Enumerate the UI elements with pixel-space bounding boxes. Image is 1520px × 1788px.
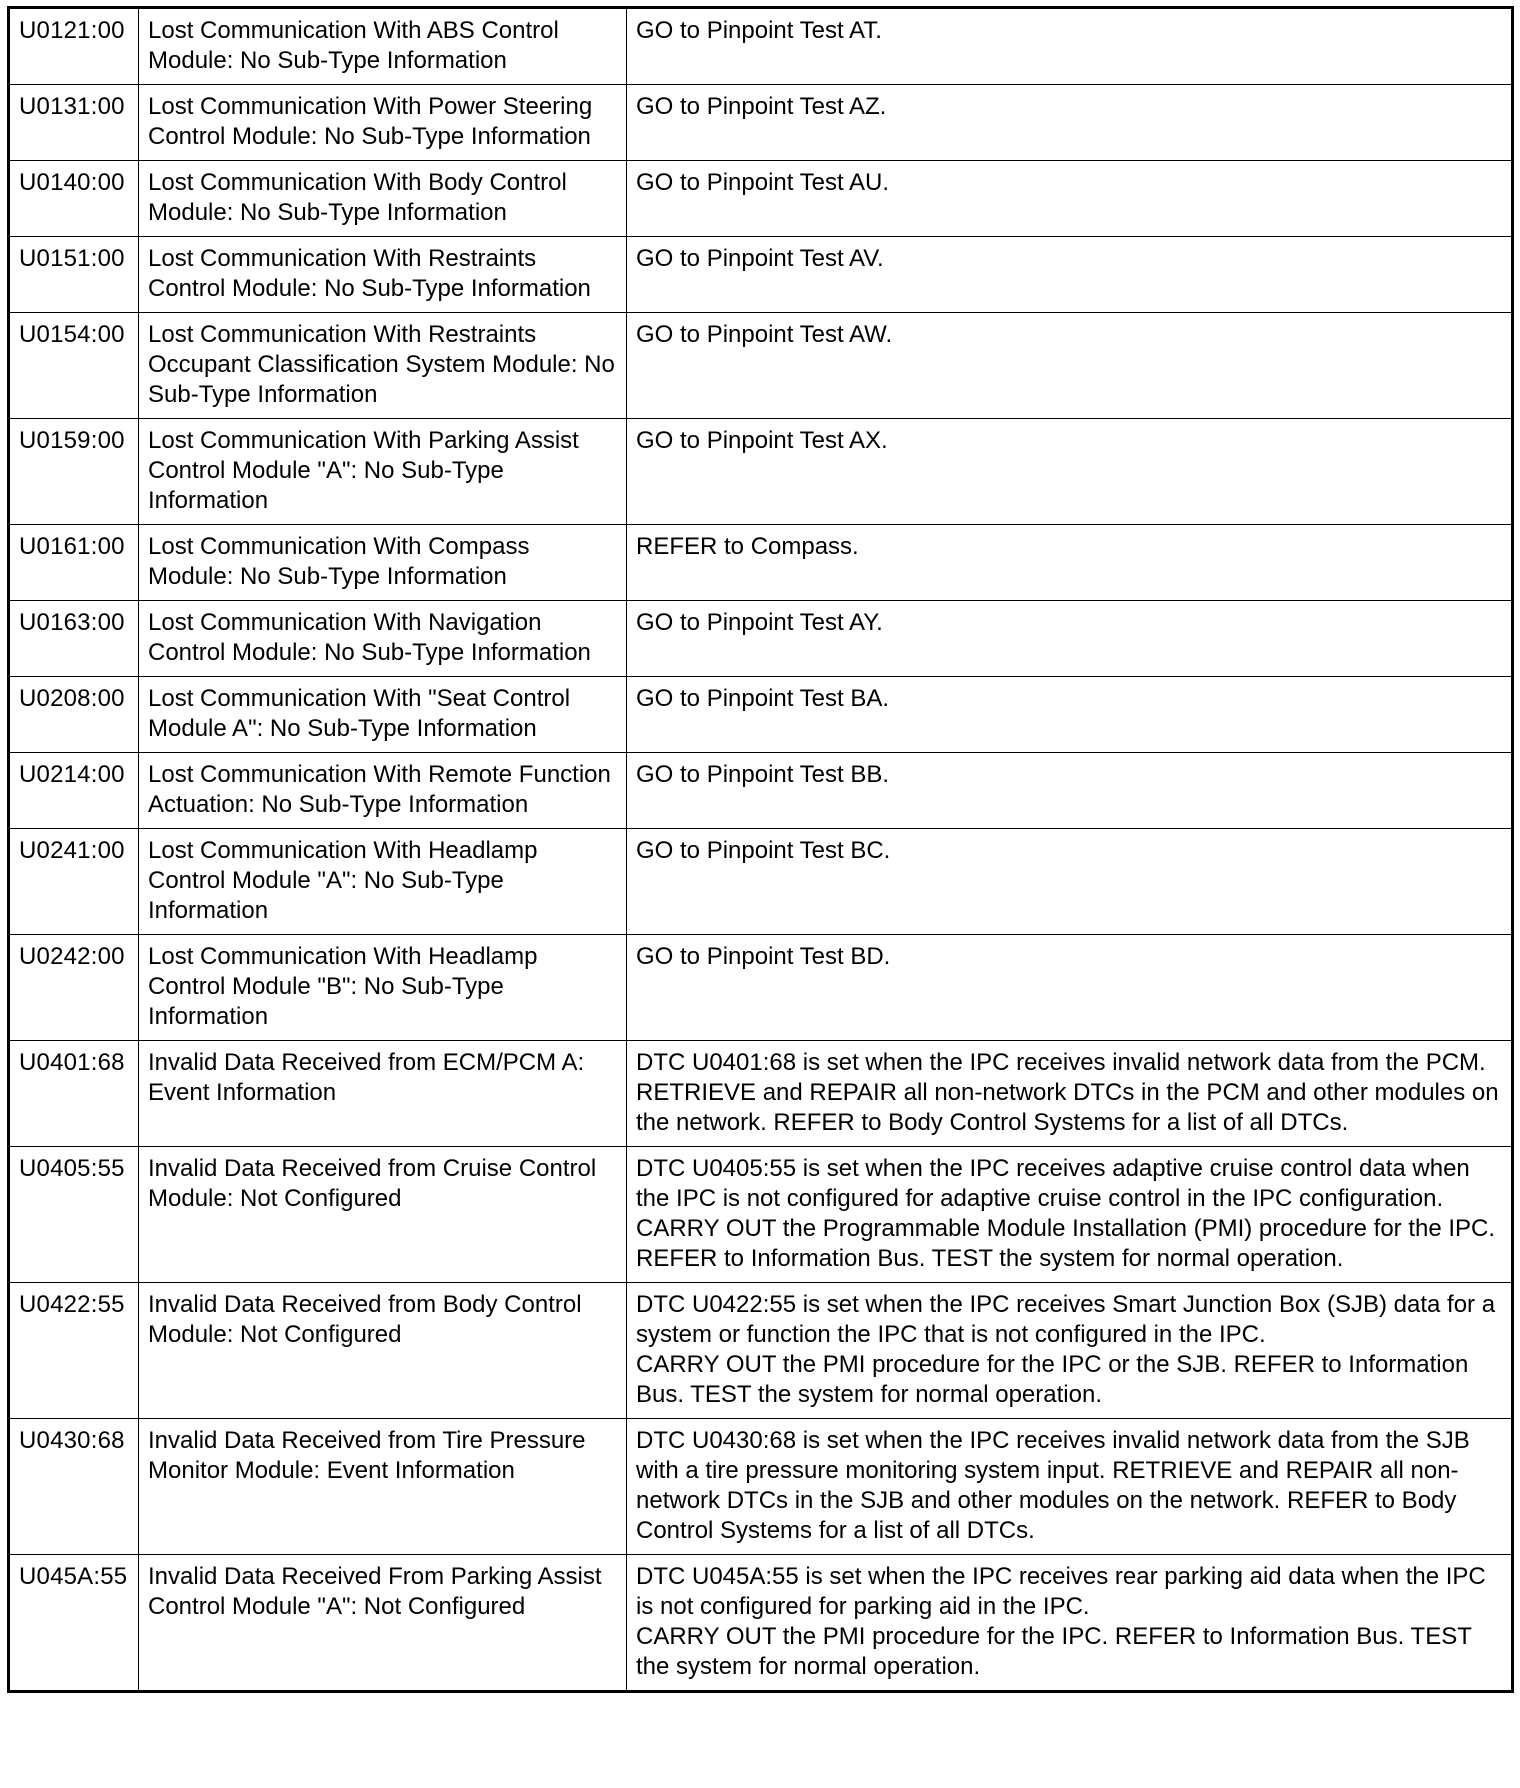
table-row — [9, 1555, 1513, 1692]
dtc-action — [627, 753, 1513, 829]
dtc-action — [627, 419, 1513, 525]
dtc-code: U0241:00 — [9, 829, 139, 935]
action-paragraph: GO to Pinpoint Test BC. — [636, 837, 891, 864]
table-row — [9, 601, 1513, 677]
action-paragraph: GO to Pinpoint Test AZ. — [636, 93, 887, 120]
dtc-code: U0422:55 — [9, 1283, 139, 1419]
dtc-description: Lost Communication With Headlamp Control Module "A": No Sub-Type Information — [139, 829, 627, 935]
dtc-description: Lost Communication With Remote Function Actuation: No Sub-Type Information — [139, 753, 627, 829]
dtc-description: Lost Communication With Restraints Control Module: No Sub-Type Information — [139, 237, 627, 313]
table-row — [9, 677, 1513, 753]
table-row — [9, 237, 1513, 313]
dtc-action — [627, 8, 1513, 85]
action-paragraph: DTC U0405:55 is set when the IPC receives adaptive cruise control data when the IPC is not configured for adaptive cruise control in the IPC configuration. CARRY OUT the Programmable Module Installation (PMI) procedure for the IPC. REFER to Information Bus. TEST the system for normal operation. — [636, 1155, 1496, 1272]
table-row — [9, 8, 1513, 85]
dtc-description: Lost Communication With Restraints Occupant Classification System Module: No Sub-Type Information — [139, 313, 627, 419]
dtc-code: U0131:00 — [9, 85, 139, 161]
action-paragraph: GO to Pinpoint Test BB. — [636, 761, 890, 788]
dtc-action — [627, 1147, 1513, 1283]
table-row — [9, 1147, 1513, 1283]
dtc-action — [627, 1041, 1513, 1147]
dtc-code: U0121:00 — [9, 8, 139, 85]
dtc-code: U0401:68 — [9, 1041, 139, 1147]
dtc-description: Lost Communication With Headlamp Control Module "B": No Sub-Type Information — [139, 935, 627, 1041]
dtc-action — [627, 829, 1513, 935]
table-row — [9, 935, 1513, 1041]
action-paragraph: GO to Pinpoint Test AW. — [636, 321, 893, 348]
action-paragraph: DTC U045A:55 is set when the IPC receives rear parking aid data when the IPC is not configured for parking aid in the IPC. — [636, 1563, 1486, 1620]
dtc-action — [627, 1555, 1513, 1692]
dtc-code: U0140:00 — [9, 161, 139, 237]
dtc-action — [627, 161, 1513, 237]
dtc-description: Lost Communication With Compass Module: No Sub-Type Information — [139, 525, 627, 601]
table-row — [9, 1419, 1513, 1555]
dtc-action — [627, 1419, 1513, 1555]
action-paragraph: GO to Pinpoint Test AX. — [636, 427, 888, 454]
dtc-code: U0405:55 — [9, 1147, 139, 1283]
table-row — [9, 1283, 1513, 1419]
action-paragraph: DTC U0401:68 is set when the IPC receives invalid network data from the PCM. RETRIEVE and REPAIR all non-network DTCs in the PCM and other modules on the network. REFER to Body Control Systems for a list of all DTCs. — [636, 1049, 1499, 1136]
dtc-code: U0214:00 — [9, 753, 139, 829]
action-paragraph: DTC U0422:55 is set when the IPC receives Smart Junction Box (SJB) data for a system or function the IPC that is not configured in the IPC. — [636, 1291, 1496, 1348]
table-row — [9, 753, 1513, 829]
dtc-description: Invalid Data Received From Parking Assist Control Module "A": Not Configured — [139, 1555, 627, 1692]
action-paragraph: DTC U0430:68 is set when the IPC receives invalid network data from the SJB with a tire pressure monitoring system input. RETRIEVE and REPAIR all non-network DTCs in the SJB and other modules on the network. REFER to Body Control Systems for a list of all DTCs. — [636, 1427, 1470, 1544]
dtc-code: U0208:00 — [9, 677, 139, 753]
dtc-description: Invalid Data Received from Cruise Control Module: Not Configured — [139, 1147, 627, 1283]
dtc-code: U0159:00 — [9, 419, 139, 525]
dtc-description: Lost Communication With "Seat Control Module A": No Sub-Type Information — [139, 677, 627, 753]
dtc-code: U0430:68 — [9, 1419, 139, 1555]
action-paragraph: GO to Pinpoint Test BA. — [636, 685, 890, 712]
action-paragraph: CARRY OUT the PMI procedure for the IPC or the SJB. REFER to Information Bus. TEST the system for normal operation. — [636, 1351, 1469, 1408]
dtc-description: Invalid Data Received from Body Control Module: Not Configured — [139, 1283, 627, 1419]
dtc-description: Lost Communication With Parking Assist Control Module "A": No Sub-Type Information — [139, 419, 627, 525]
dtc-code: U0163:00 — [9, 601, 139, 677]
dtc-code: U045A:55 — [9, 1555, 139, 1692]
dtc-description: Invalid Data Received from Tire Pressure Monitor Module: Event Information — [139, 1419, 627, 1555]
table-row — [9, 85, 1513, 161]
dtc-description: Invalid Data Received from ECM/PCM A: Event Information — [139, 1041, 627, 1147]
dtc-action — [627, 313, 1513, 419]
dtc-code: U0242:00 — [9, 935, 139, 1041]
action-paragraph: CARRY OUT the PMI procedure for the IPC. REFER to Information Bus. TEST the system for normal operation. — [636, 1623, 1472, 1680]
table-row — [9, 829, 1513, 935]
table-row — [9, 313, 1513, 419]
action-paragraph: GO to Pinpoint Test AU. — [636, 169, 890, 196]
dtc-code: U0161:00 — [9, 525, 139, 601]
table-row — [9, 525, 1513, 601]
dtc-action — [627, 525, 1513, 601]
dtc-code: U0151:00 — [9, 237, 139, 313]
dtc-description: Lost Communication With Power Steering Control Module: No Sub-Type Information — [139, 85, 627, 161]
table-row — [9, 1041, 1513, 1147]
table-row — [9, 419, 1513, 525]
dtc-table — [7, 6, 1514, 1693]
action-paragraph: GO to Pinpoint Test AY. — [636, 609, 883, 636]
dtc-action — [627, 237, 1513, 313]
action-paragraph: GO to Pinpoint Test AV. — [636, 245, 884, 272]
dtc-action — [627, 677, 1513, 753]
dtc-action — [627, 935, 1513, 1041]
dtc-description: Lost Communication With Body Control Module: No Sub-Type Information — [139, 161, 627, 237]
dtc-table-body — [9, 8, 1513, 1692]
action-paragraph: REFER to Compass. — [636, 533, 859, 560]
action-paragraph: GO to Pinpoint Test BD. — [636, 943, 891, 970]
action-paragraph: GO to Pinpoint Test AT. — [636, 17, 882, 44]
dtc-action — [627, 85, 1513, 161]
dtc-code: U0154:00 — [9, 313, 139, 419]
table-row — [9, 161, 1513, 237]
dtc-action — [627, 1283, 1513, 1419]
dtc-description: Lost Communication With Navigation Control Module: No Sub-Type Information — [139, 601, 627, 677]
dtc-description: Lost Communication With ABS Control Module: No Sub-Type Information — [139, 8, 627, 85]
dtc-action — [627, 601, 1513, 677]
